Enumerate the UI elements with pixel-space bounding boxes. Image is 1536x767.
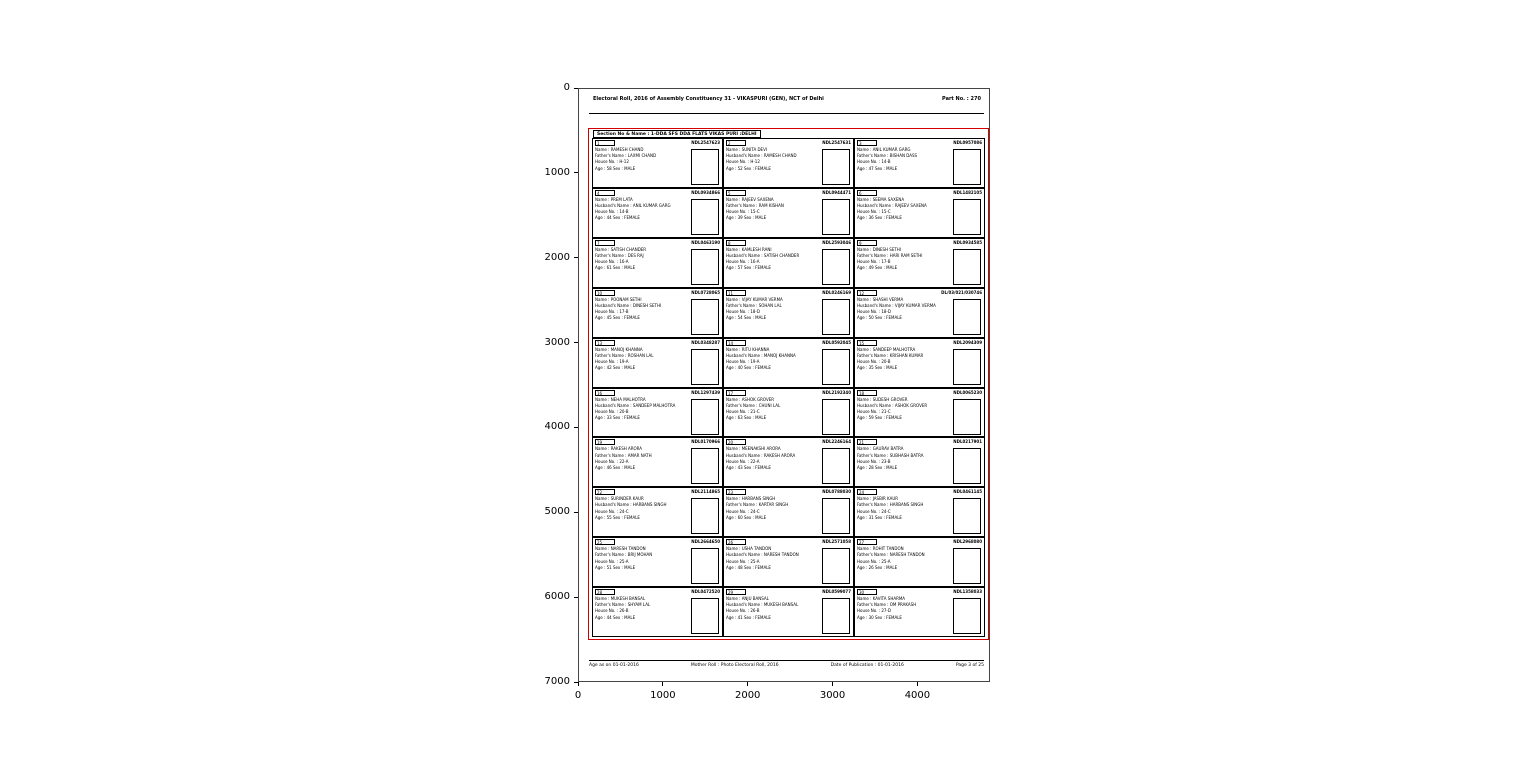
age-sex: Age : 45 Sex : FEMALE: [595, 315, 640, 321]
electoral-roll-page: [579, 89, 989, 681]
x-tick-label: 3000: [819, 690, 846, 701]
photo-placeholder: [691, 199, 719, 235]
photo-placeholder: [691, 299, 719, 335]
house-number: House No. : H-12: [726, 159, 760, 165]
voter-card: [592, 288, 723, 338]
age-sex: Age : 39 Sex : MALE: [726, 215, 767, 221]
voter-card: [723, 388, 854, 438]
relation-name: Husband's Name : NARESH TANDON: [726, 552, 799, 558]
serial-number: 9: [857, 240, 877, 246]
relation-name: Father's Name : NARESH TANDON: [857, 552, 925, 558]
epic-number: NDL1358033: [953, 589, 982, 595]
x-tick-mark: [832, 682, 833, 686]
voter-name: Name : SUDESH GROVER: [857, 396, 908, 402]
house-number: House No. : 24-C: [595, 508, 629, 514]
photo-placeholder: [953, 299, 981, 335]
y-tick-label: 4000: [544, 421, 570, 433]
relation-name: Husband's Name : ANIL KUMAR GARG: [595, 203, 671, 209]
house-number: House No. : 18-D: [857, 309, 891, 315]
relation-name: Husband's Name : DINESH SETHI: [595, 302, 662, 308]
voter-name: Name : NEHA MALHOTRA: [595, 396, 646, 402]
epic-number: NDL2094309: [953, 339, 982, 345]
y-tick-mark: [574, 512, 578, 513]
relation-name: Father's Name : BISHAN DASS: [857, 153, 918, 159]
voter-card: [723, 188, 854, 238]
relation-name: Husband's Name : MANOJ KHANNA: [726, 352, 796, 358]
photo-placeholder: [953, 149, 981, 185]
epic-number: NDL0599077: [822, 589, 851, 595]
epic-number: NDL2968080: [953, 539, 982, 545]
y-tick-label: 1000: [544, 166, 570, 178]
epic-number: NDL2246164: [822, 439, 851, 445]
age-sex: Age : 60 Sex : MALE: [726, 514, 767, 520]
footer-publication-date: Date of Publication : 01-01-2016: [830, 663, 904, 668]
footer-page-number: Page 3 of 25: [955, 663, 984, 668]
voter-card: [854, 238, 985, 288]
voter-card: [854, 138, 985, 188]
photo-placeholder: [822, 299, 850, 335]
epic-number: NDL2192340: [822, 389, 851, 395]
part-number: Part No. : 270: [942, 96, 981, 102]
photo-placeholder: [822, 199, 850, 235]
voter-name: Name : POONAM SETHI: [595, 296, 642, 302]
y-tick-mark: [574, 172, 578, 173]
y-tick-mark: [574, 427, 578, 428]
age-sex: Age : 55 Sex : FEMALE: [595, 514, 640, 520]
footer-age-note: Age as on 01-01-2016: [589, 663, 639, 668]
voter-name: Name : MEENAKSHI ARORA: [726, 446, 781, 452]
voter-name: Name : SHASHI VERMA: [857, 296, 904, 302]
voter-name: Name : NARESH TANDON: [595, 546, 646, 552]
photo-placeholder: [953, 598, 981, 634]
y-tick-mark: [574, 342, 578, 343]
serial-number: 22: [595, 489, 615, 495]
y-tick-mark: [574, 88, 578, 89]
relation-name: Father's Name : LAXMI CHAND: [595, 153, 657, 159]
serial-number: 23: [726, 489, 746, 495]
serial-number: 24: [857, 489, 877, 495]
serial-number: 17: [726, 390, 746, 396]
voter-card: [854, 437, 985, 487]
voter-card: [723, 537, 854, 587]
relation-name: Husband's Name : HARBANS SINGH: [595, 502, 667, 508]
voter-name: Name : RAMESH CHAND: [595, 147, 644, 152]
serial-number: 16: [595, 390, 615, 396]
epic-number: NDL0788030: [822, 489, 851, 495]
voter-name: Name : SEEMA SAXENA: [857, 196, 905, 202]
serial-number: 2: [726, 140, 746, 146]
photo-placeholder: [822, 399, 850, 435]
serial-number: 30: [857, 589, 877, 595]
serial-number: 21: [857, 439, 877, 445]
epic-number: NDL2547631: [822, 140, 851, 145]
section-title: Section No & Name : 1-DDA SFS DDA FLATS VIKAS PURI :DELHI: [593, 130, 761, 138]
serial-number: 19: [595, 439, 615, 445]
relation-name: Husband's Name : RAJEEV SAXENA: [857, 203, 927, 209]
header-divider: [589, 113, 984, 114]
epic-number: DL/03/021/030746: [941, 289, 982, 295]
voter-card: [854, 338, 985, 388]
house-number: House No. : 25-A: [595, 558, 629, 564]
voter-card: [592, 388, 723, 438]
voter-card: [723, 288, 854, 338]
house-number: House No. : 14-B: [595, 209, 629, 215]
voter-name: Name : USHA TANDON: [726, 546, 772, 552]
age-sex: Age : 57 Sex : FEMALE: [726, 265, 771, 271]
epic-number: NDL0472520: [691, 589, 720, 595]
epic-number: NDL0592045: [822, 339, 851, 345]
relation-name: Father's Name : CHUNI LAL: [726, 402, 781, 408]
voter-name: Name : RAKESH ARORA: [595, 446, 643, 452]
epic-number: NDL0957086: [953, 140, 982, 145]
photo-placeholder: [822, 149, 850, 185]
photo-placeholder: [691, 399, 719, 435]
relation-name: Father's Name : ROSHAN LAL: [595, 352, 654, 358]
serial-number: 20: [726, 439, 746, 445]
house-number: House No. : 22-A: [595, 458, 629, 464]
x-tick-mark: [917, 682, 918, 686]
epic-number: NDL2664650: [691, 539, 720, 545]
voter-name: Name : ANJU BANSAL: [726, 596, 769, 602]
voter-name: Name : RITU KHANNA: [726, 346, 770, 352]
house-number: House No. : 25-A: [726, 558, 760, 564]
relation-name: Father's Name : HARBANS SINGH: [857, 502, 924, 508]
footer-divider: [589, 660, 984, 661]
serial-number: 11: [726, 290, 746, 296]
relation-name: Father's Name : KARTAR SINGH: [726, 502, 789, 508]
photo-placeholder: [691, 448, 719, 484]
epic-number: NDL0065230: [953, 389, 982, 395]
serial-number: 27: [857, 539, 877, 545]
house-number: House No. : 27-D: [857, 608, 891, 614]
x-tick-mark: [747, 682, 748, 686]
photo-placeholder: [691, 548, 719, 584]
voter-card: [592, 138, 723, 188]
voter-card: [723, 487, 854, 537]
relation-name: Father's Name : HARI RAM SETHI: [857, 252, 923, 258]
epic-number: NDL0944471: [822, 189, 851, 195]
age-sex: Age : 30 Sex : FEMALE: [857, 614, 902, 620]
age-sex: Age : 33 Sex : FEMALE: [595, 415, 640, 421]
relation-name: Father's Name : DES RAJ: [595, 252, 644, 258]
age-sex: Age : 44 Sex : FEMALE: [595, 215, 640, 221]
serial-number: 5: [726, 190, 746, 196]
photo-placeholder: [953, 199, 981, 235]
age-sex: Age : 35 Sex : MALE: [857, 365, 898, 371]
voter-name: Name : SATISH CHANDER: [595, 246, 647, 252]
serial-number: 13: [595, 340, 615, 346]
document-title: Electoral Roll, 2016 of Assembly Constituency 31 - VIKASPURI (GEN), NCT of Delhi: [593, 96, 824, 102]
serial-number: 15: [857, 340, 877, 346]
house-number: House No. : 24-C: [857, 508, 891, 514]
serial-number: 29: [726, 589, 746, 595]
y-tick-label: 3000: [544, 336, 570, 348]
photo-placeholder: [953, 448, 981, 484]
highlight-rectangle: [588, 128, 989, 640]
photo-placeholder: [822, 498, 850, 534]
photo-placeholder: [691, 149, 719, 185]
photo-placeholder: [691, 349, 719, 385]
house-number: House No. : 25-A: [857, 558, 891, 564]
age-sex: Age : 26 Sex : MALE: [857, 564, 898, 570]
photo-placeholder: [822, 249, 850, 285]
voter-card: [854, 188, 985, 238]
age-sex: Age : 63 Sex : MALE: [726, 415, 767, 421]
house-number: House No. : 19-A: [726, 358, 760, 364]
serial-number: 25: [595, 539, 615, 545]
age-sex: Age : 40 Sex : FEMALE: [726, 365, 771, 371]
voter-name: Name : ANIL KUMAR GARG: [857, 147, 911, 152]
x-tick-label: 0: [574, 690, 582, 701]
serial-number: 14: [726, 340, 746, 346]
age-sex: Age : 43 Sex : FEMALE: [726, 464, 771, 470]
epic-number: NDL0170966: [691, 439, 720, 445]
relation-name: Husband's Name : VIJAY KUMAR VERMA: [857, 302, 936, 308]
y-tick-mark: [574, 257, 578, 258]
epic-number: NDL0934866: [691, 189, 720, 195]
relation-name: Husband's Name : SATISH CHANDER: [726, 252, 800, 258]
age-sex: Age : 49 Sex : MALE: [857, 265, 898, 271]
photo-placeholder: [953, 249, 981, 285]
house-number: House No. : 20-B: [595, 408, 629, 414]
relation-name: Father's Name : AMAR NATH: [595, 452, 652, 458]
voter-name: Name : SANDEEP MALHOTRA: [857, 346, 916, 352]
x-tick-mark: [578, 682, 579, 686]
voter-name: Name : KAMLESH RANI: [726, 246, 772, 252]
age-sex: Age : 50 Sex : FEMALE: [857, 315, 902, 321]
epic-number: NDL0934585: [953, 239, 982, 245]
relation-name: Father's Name : OM PRAKASH: [857, 602, 917, 608]
epic-number: NDL0463190: [691, 239, 720, 245]
relation-name: Father's Name : SUBHASH BATRA: [857, 452, 924, 458]
x-tick-label: 2000: [734, 690, 761, 701]
voter-card: [592, 587, 723, 637]
photo-placeholder: [691, 598, 719, 634]
house-number: House No. : 23-B: [857, 458, 891, 464]
house-number: House No. : 26-B: [726, 608, 760, 614]
voter-name: Name : MANOJ KHANNA: [595, 346, 643, 352]
serial-number: 8: [726, 240, 746, 246]
photo-placeholder: [822, 548, 850, 584]
relation-name: Father's Name : RAM KISHAN: [726, 203, 784, 209]
voter-card: [723, 238, 854, 288]
y-tick-label: 6000: [544, 591, 570, 603]
age-sex: Age : 58 Sex : MALE: [595, 165, 636, 171]
voter-cards-grid: [592, 138, 985, 637]
epic-number: NDL2571058: [822, 539, 851, 545]
house-number: House No. : 20-B: [857, 358, 891, 364]
age-sex: Age : 51 Sex : MALE: [595, 564, 636, 570]
epic-number: NDL2114865: [691, 489, 720, 495]
house-number: House No. : 14-B: [857, 159, 891, 165]
age-sex: Age : 42 Sex : MALE: [595, 365, 636, 371]
epic-number: NDL0246169: [822, 289, 851, 295]
voter-name: Name : PREM LATA: [595, 196, 633, 202]
serial-number: 4: [595, 190, 615, 196]
age-sex: Age : 48 Sex : FEMALE: [726, 564, 771, 570]
voter-card: [723, 338, 854, 388]
age-sex: Age : 52 Sex : FEMALE: [726, 165, 771, 171]
age-sex: Age : 28 Sex : MALE: [857, 464, 898, 470]
voter-card: [592, 487, 723, 537]
age-sex: Age : 44 Sex : MALE: [595, 614, 636, 620]
house-number: House No. : 21-C: [726, 408, 760, 414]
y-tick-label: 0: [563, 82, 570, 93]
house-number: House No. : H-12: [595, 159, 629, 165]
voter-card: [592, 437, 723, 487]
house-number: House No. : 26-B: [595, 608, 629, 614]
serial-number: 3: [857, 140, 877, 146]
epic-number: NDL0217901: [953, 439, 982, 445]
age-sex: Age : 31 Sex : FEMALE: [857, 514, 902, 520]
voter-card: [592, 338, 723, 388]
voter-name: Name : VIJAY KUMAR VERMA: [726, 296, 783, 302]
age-sex: Age : 36 Sex : FEMALE: [857, 215, 902, 221]
y-tick-label: 7000: [544, 676, 570, 687]
serial-number: 26: [726, 539, 746, 545]
x-tick-mark: [662, 682, 663, 686]
serial-number: 7: [595, 240, 615, 246]
house-number: House No. : 17-B: [595, 309, 629, 315]
x-tick-label: 1000: [650, 690, 676, 701]
relation-name: Husband's Name : ASHOK GROVER: [857, 402, 928, 408]
voter-card: [723, 437, 854, 487]
epic-number: NDL0461145: [953, 489, 982, 495]
photo-placeholder: [691, 249, 719, 285]
relation-name: Husband's Name : SANDEEP MALHOTRA: [595, 402, 676, 408]
age-sex: Age : 46 Sex : MALE: [595, 464, 636, 470]
house-number: House No. : 24-C: [726, 508, 760, 514]
epic-number: NDL1482105: [953, 189, 982, 195]
relation-name: Father's Name : KRISHAN KUMAR: [857, 352, 924, 358]
voter-card: [592, 188, 723, 238]
serial-number: 28: [595, 589, 615, 595]
voter-card: [723, 138, 854, 188]
voter-name: Name : ASHOK GROVER: [726, 396, 775, 402]
voter-name: Name : SUNITA DEVI: [726, 147, 767, 152]
age-sex: Age : 61 Sex : MALE: [595, 265, 636, 271]
y-tick-label: 5000: [544, 506, 570, 518]
house-number: House No. : 22-A: [726, 458, 760, 464]
voter-card: [854, 388, 985, 438]
photo-placeholder: [822, 349, 850, 385]
age-sex: Age : 59 Sex : FEMALE: [857, 415, 902, 421]
relation-name: Husband's Name : RAMESH CHAND: [726, 153, 797, 159]
relation-name: Husband's Name : MUKESH BANSAL: [726, 602, 799, 608]
house-number: House No. : 21-C: [857, 408, 891, 414]
voter-card: [854, 288, 985, 338]
photo-placeholder: [822, 598, 850, 634]
epic-number: NDL0348287: [691, 339, 720, 345]
epic-number: NDL0728065: [691, 289, 720, 295]
voter-name: Name : GAURAV BATRA: [857, 446, 904, 452]
serial-number: 18: [857, 390, 877, 396]
serial-number: 6: [857, 190, 877, 196]
relation-name: Father's Name : SOHAN LAL: [726, 302, 782, 308]
voter-card: [592, 238, 723, 288]
voter-card: [723, 587, 854, 637]
y-tick-label: 2000: [544, 251, 570, 263]
document-header: [593, 96, 981, 102]
serial-number: 10: [595, 290, 615, 296]
photo-placeholder: [691, 498, 719, 534]
epic-number: NDL1297439: [691, 389, 720, 395]
voter-name: Name : ROHIT TANDON: [857, 546, 904, 552]
voter-name: Name : RAJEEV SAXENA: [726, 196, 774, 202]
voter-name: Name : DINESH SETHI: [857, 246, 901, 252]
photo-placeholder: [953, 399, 981, 435]
voter-card: [854, 487, 985, 537]
photo-placeholder: [953, 498, 981, 534]
house-number: House No. : 17-B: [857, 259, 891, 265]
relation-name: Father's Name : SHYAM LAL: [595, 602, 651, 608]
age-sex: Age : 54 Sex : MALE: [726, 315, 767, 321]
age-sex: Age : 47 Sex : MALE: [857, 165, 898, 171]
house-number: House No. : 16-A: [595, 259, 629, 265]
photo-placeholder: [822, 448, 850, 484]
house-number: House No. : 19-A: [595, 358, 629, 364]
house-number: House No. : 16-A: [726, 259, 760, 265]
x-tick-label: 4000: [904, 690, 931, 701]
voter-card: [854, 537, 985, 587]
relation-name: Husband's Name : RAKESH ARORA: [726, 452, 796, 458]
age-sex: Age : 41 Sex : FEMALE: [726, 614, 771, 620]
serial-number: 1: [595, 140, 615, 146]
photo-placeholder: [953, 349, 981, 385]
voter-name: Name : KAVITA SHARMA: [857, 596, 906, 602]
photo-placeholder: [953, 548, 981, 584]
epic-number: NDL2593046: [822, 239, 851, 245]
epic-number: NDL2547623: [691, 140, 720, 145]
y-tick-mark: [574, 597, 578, 598]
voter-card: [854, 587, 985, 637]
voter-card: [592, 537, 723, 587]
plot-axes: [578, 88, 990, 682]
house-number: House No. : 18-D: [726, 309, 760, 315]
voter-name: Name : HARBANS SINGH: [726, 496, 776, 502]
relation-name: Father's Name : BRIJ MOHAN: [595, 552, 653, 558]
voter-name: Name : MUKESH BANSAL: [595, 596, 646, 602]
house-number: House No. : 15-C: [726, 209, 760, 215]
document-footer: [589, 663, 984, 668]
serial-number: 12: [857, 290, 877, 296]
footer-mother-roll: Mother Roll : Photo Electoral Roll, 2016: [690, 663, 779, 668]
voter-name: Name : SURINDER KAUR: [595, 496, 644, 502]
house-number: House No. : 15-C: [857, 209, 891, 215]
voter-name: Name : JASBIR KAUR: [857, 496, 899, 502]
